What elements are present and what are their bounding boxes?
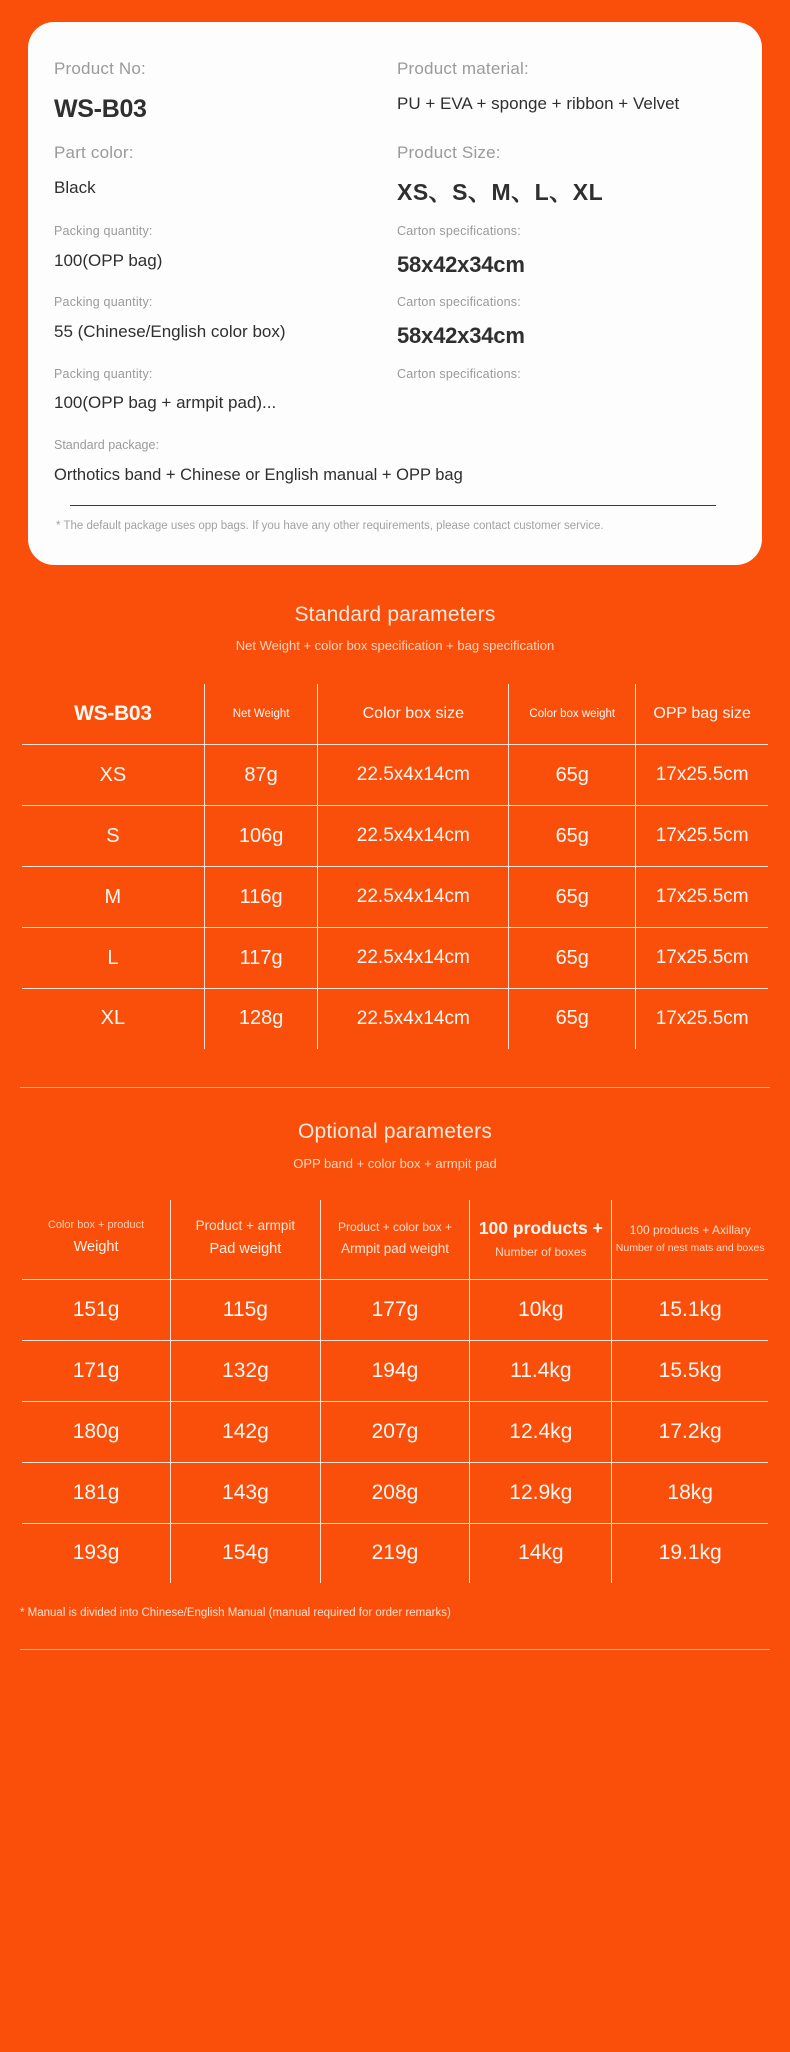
table-cell: 18kg <box>612 1462 769 1523</box>
spec-label: Part color: <box>54 143 134 163</box>
table-cell: 143g <box>171 1462 321 1523</box>
spec-value: 100(OPP bag + armpit pad)... <box>54 393 277 413</box>
table-row <box>21 989 769 1050</box>
spec-carton-specifications-2 <box>397 293 732 364</box>
table-header-cell: WS-B03 <box>21 683 204 745</box>
table-cell: 194g <box>320 1340 470 1401</box>
table-cell: 17x25.5cm <box>636 806 769 867</box>
bottom-spacer <box>0 1650 790 1676</box>
table-row <box>21 745 769 806</box>
table-header-cell: Color box size <box>318 683 509 745</box>
spec-value: WS-B03 <box>54 94 147 123</box>
table-header-cell <box>320 1199 470 1279</box>
spec-label: Carton specifications: <box>397 223 521 238</box>
table-header-cell <box>21 1199 171 1279</box>
card-divider <box>70 505 716 506</box>
spec-label: Product No: <box>54 59 146 78</box>
table-cell: 19.1kg <box>612 1523 769 1584</box>
table-cell: L <box>21 928 204 989</box>
table-cell: 117g <box>204 928 318 989</box>
standard-package-label: Standard package: <box>54 438 159 453</box>
spec-value: 58x42x34cm <box>397 322 525 348</box>
spec-label: Packing quantity: <box>54 366 153 381</box>
standard-parameters-table <box>20 682 770 1051</box>
table-cell: 181g <box>21 1462 171 1523</box>
spec-label: Product Size: <box>397 143 501 163</box>
table-row <box>21 867 769 928</box>
spec-value: Black <box>54 177 96 197</box>
header-line-1: Product + armpit <box>195 1217 296 1233</box>
spec-value: 100(OPP bag) <box>54 250 163 270</box>
table-cell: 11.4kg <box>470 1340 612 1401</box>
table-cell: M <box>21 867 204 928</box>
spec-value: PU + EVA + sponge + ribbon + Velvet <box>397 93 680 113</box>
table-cell: 17x25.5cm <box>636 867 769 928</box>
table-cell: 142g <box>171 1401 321 1462</box>
table-cell: 207g <box>320 1401 470 1462</box>
table-row <box>21 1523 769 1584</box>
spec-product-no <box>54 56 389 140</box>
spec-carton-specifications-3 <box>397 365 732 433</box>
standard-parameters-heading: Standard parameters <box>294 603 496 627</box>
header-line-1: Color box + product <box>47 1219 145 1232</box>
spec-product-material <box>397 56 732 140</box>
spec-part-color <box>54 140 389 222</box>
card-footnote: * The default package uses opp bags. If you have any other requirements, please contact customer service. <box>56 520 604 533</box>
spec-label: Carton specifications: <box>397 295 521 310</box>
table-cell: 106g <box>204 806 318 867</box>
table-cell: 17x25.5cm <box>636 928 769 989</box>
optional-parameters-section <box>0 1088 790 1175</box>
optional-parameters-heading: Optional parameters <box>297 1119 493 1143</box>
table-row <box>21 928 769 989</box>
section-divider-bottom <box>20 1649 770 1650</box>
table-cell: S <box>21 806 204 867</box>
table-header-cell <box>612 1199 769 1279</box>
table-cell: 65g <box>509 867 636 928</box>
table-cell: 151g <box>21 1279 171 1340</box>
table-row <box>21 1462 769 1523</box>
header-line-2: Weight <box>73 1238 119 1255</box>
spec-label: Packing quantity: <box>54 295 153 310</box>
standard-parameters-section <box>0 565 790 656</box>
table-row <box>21 1279 769 1340</box>
optional-parameters-table <box>20 1198 770 1585</box>
table-cell: 208g <box>320 1462 470 1523</box>
bottom-footnote: * Manual is divided into Chinese/English Manual (manual required for order remarks) <box>20 1607 451 1620</box>
spec-carton-specifications-1 <box>397 222 732 293</box>
header-line-1: Product + color box + <box>337 1219 453 1234</box>
table-cell: 154g <box>171 1523 321 1584</box>
table-cell: XS <box>21 745 204 806</box>
product-info-card <box>28 22 762 565</box>
spec-value: XS、S、M、L、XL <box>397 178 604 205</box>
table-cell: 128g <box>204 989 318 1050</box>
table-cell: 22.5x4x14cm <box>318 989 509 1050</box>
table-cell: 65g <box>509 806 636 867</box>
table-header-cell: OPP bag size <box>636 683 769 745</box>
header-line-2: Number of boxes <box>495 1245 587 1260</box>
standard-package-block <box>54 432 732 501</box>
table-header-cell <box>470 1199 612 1279</box>
header-line-1: 100 products + Axillary <box>629 1222 751 1237</box>
table-row <box>21 806 769 867</box>
spec-value: 55 (Chinese/English color box) <box>54 321 286 341</box>
table-cell: 17x25.5cm <box>636 989 769 1050</box>
spec-value: 58x42x34cm <box>397 251 525 277</box>
header-line-2: Number of nest mats and boxes <box>615 1241 765 1254</box>
table-cell: 14kg <box>470 1523 612 1584</box>
table-cell: 171g <box>21 1340 171 1401</box>
table-cell: 10kg <box>470 1279 612 1340</box>
spec-label: Packing quantity: <box>54 223 153 238</box>
standard-package-value: Orthotics band + Chinese or English manual + OPP bag <box>54 466 463 485</box>
table-header-cell: Net Weight <box>204 683 318 745</box>
table-cell: 12.9kg <box>470 1462 612 1523</box>
table-cell: 87g <box>204 745 318 806</box>
section-divider-top <box>20 1087 770 1088</box>
table-cell: 22.5x4x14cm <box>318 867 509 928</box>
optional-parameters-subheading: OPP band + color box + armpit pad <box>293 1156 497 1172</box>
spec-packing-quantity-1 <box>54 222 389 293</box>
table-header-cell <box>171 1199 321 1279</box>
table-cell: 17x25.5cm <box>636 745 769 806</box>
table-header-row <box>21 683 769 745</box>
spec-label: Product material: <box>397 59 529 78</box>
table-cell: 177g <box>320 1279 470 1340</box>
table-cell: 116g <box>204 867 318 928</box>
spec-packing-quantity-3 <box>54 365 389 433</box>
table-cell: 65g <box>509 989 636 1050</box>
table-cell: 65g <box>509 928 636 989</box>
table-cell: 12.4kg <box>470 1401 612 1462</box>
optional-parameters-table-wrap <box>0 1174 790 1585</box>
table-cell: 219g <box>320 1523 470 1584</box>
spec-label: Carton specifications: <box>397 366 521 381</box>
standard-parameters-table-wrap <box>0 656 790 1051</box>
table-row <box>21 1401 769 1462</box>
spec-value <box>397 392 732 418</box>
table-cell: 180g <box>21 1401 171 1462</box>
table-cell: 193g <box>21 1523 171 1584</box>
header-line-2: Armpit pad weight <box>340 1240 450 1256</box>
spec-grid <box>54 56 732 432</box>
table-cell: 65g <box>509 745 636 806</box>
table-cell: 22.5x4x14cm <box>318 806 509 867</box>
table-header-row <box>21 1199 769 1279</box>
table-cell: 22.5x4x14cm <box>318 928 509 989</box>
table-cell: 17.2kg <box>612 1401 769 1462</box>
table-cell: 15.1kg <box>612 1279 769 1340</box>
header-line-2: Pad weight <box>209 1240 282 1257</box>
table-cell: 15.5kg <box>612 1340 769 1401</box>
table-cell: 115g <box>171 1279 321 1340</box>
table-header-cell: Color box weight <box>509 683 636 745</box>
table-cell: XL <box>21 989 204 1050</box>
standard-parameters-subheading: Net Weight + color box specification + bag specification <box>235 637 555 653</box>
table-row <box>21 1340 769 1401</box>
header-line-1: 100 products + <box>478 1217 603 1238</box>
table-cell: 22.5x4x14cm <box>318 745 509 806</box>
table-cell: 132g <box>171 1340 321 1401</box>
spec-product-size <box>397 140 732 222</box>
spec-packing-quantity-2 <box>54 293 389 364</box>
